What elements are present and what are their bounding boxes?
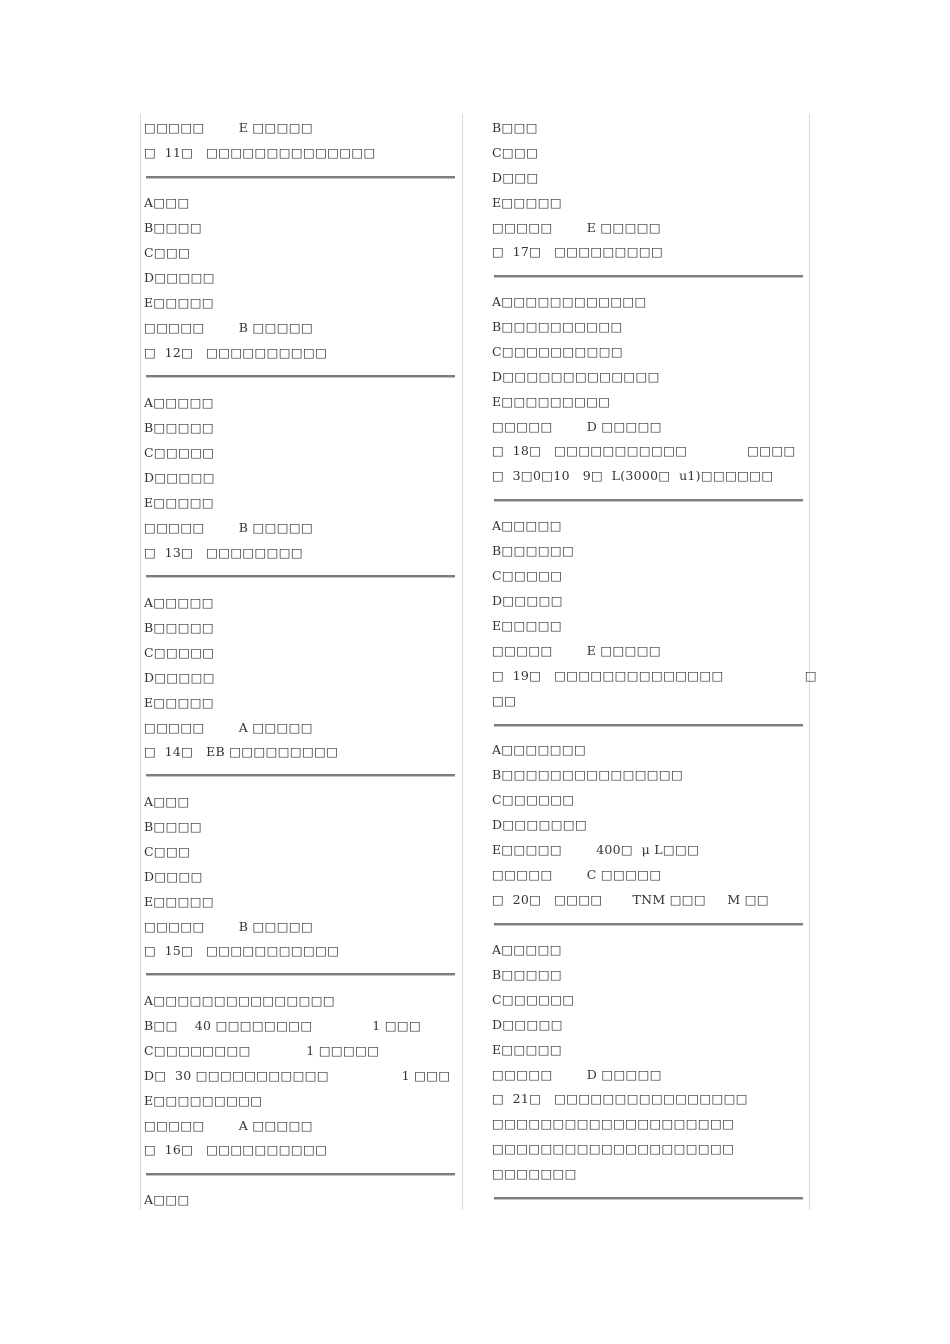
text-line: E□□□□□ — [492, 1042, 562, 1057]
text-line: □ 14□ EB □□□□□□□□□ — [144, 744, 339, 759]
text-line: □□□□□□□ — [492, 1166, 577, 1181]
text-line: D□□□ — [492, 170, 539, 185]
text-line: E□□□□□ — [144, 495, 214, 510]
text-line: B□□□ — [492, 120, 538, 135]
divider-rule — [494, 724, 803, 727]
text-line: C□□□□□ — [492, 568, 563, 583]
text-line: □□□□□ B □□□□□ — [144, 520, 314, 535]
text-line: A□□□ — [144, 1192, 190, 1207]
text-line: □□□□□ B □□□□□ — [144, 320, 314, 335]
text-line: C□□□ — [144, 245, 191, 260]
text-line: □ 13□ □□□□□□□□ — [144, 545, 303, 560]
text-line: B□□□□□□□□□□ — [492, 319, 623, 334]
text-line: □□□□□ A □□□□□ — [144, 720, 313, 735]
text-line: A□□□ — [144, 195, 190, 210]
text-line: C□□□ — [492, 145, 539, 160]
text-line: C□□□□□ — [144, 445, 215, 460]
text-line: C□□□□□□ — [492, 792, 575, 807]
text-line: E□□□□□ — [492, 195, 562, 210]
text-line: □ 12□ □□□□□□□□□□ — [144, 345, 328, 360]
text-line: □□□□□ E □□□□□ — [492, 643, 661, 658]
text-line: □ 19□ □□□□□□□□□□□□□□ □ — [492, 668, 817, 683]
text-line: □□□□□ D □□□□□ — [492, 419, 662, 434]
text-line: D□□□□ — [144, 869, 203, 884]
text-line: A□□□□□ — [492, 518, 562, 533]
text-line: □ 17□ □□□□□□□□□ — [492, 244, 664, 259]
text-line: A□□□□□ — [144, 395, 214, 410]
text-line: □□□□□ A □□□□□ — [144, 1118, 313, 1133]
divider-rule — [494, 275, 803, 278]
text-line: E□□□□□□□□□ — [144, 1093, 263, 1108]
text-line: D□□□□□ — [492, 1017, 563, 1032]
text-line: C□□□□□ — [144, 645, 215, 660]
text-line: □□□□□ C □□□□□ — [492, 867, 662, 882]
text-line: D□□□□□ — [144, 270, 215, 285]
divider-rule — [494, 1197, 803, 1200]
text-line: B□□□□□ — [492, 967, 563, 982]
divider-rule — [146, 973, 455, 976]
text-line: □□□□□□□□□□□□□□□□□□□□ — [492, 1116, 735, 1131]
text-line: B□□□□□□ — [492, 543, 575, 558]
divider-rule — [146, 575, 455, 578]
text-line: E□□□□□□□□□ — [492, 394, 611, 409]
text-line: C□□□□□□□□□□ — [492, 344, 623, 359]
divider-rule — [146, 1173, 455, 1176]
text-line: A□□□□□□□□□□□□□□□ — [144, 993, 335, 1008]
text-line: □□□□□ E □□□□□ — [144, 120, 313, 135]
text-line: □□□□□ D □□□□□ — [492, 1067, 662, 1082]
text-line: E□□□□□ — [144, 894, 214, 909]
text-line: A□□□□□ — [492, 942, 562, 957]
text-line: E□□□□□ — [492, 618, 562, 633]
text-line: B□□□□□ — [144, 420, 215, 435]
divider-rule — [494, 499, 803, 502]
divider-rule — [146, 774, 455, 777]
text-line: A□□□□□ — [144, 595, 214, 610]
text-line: □□□□□ B □□□□□ — [144, 919, 314, 934]
text-line: C□□□□□□□□ 1 □□□□□ — [144, 1043, 380, 1058]
text-line: C□□□ — [144, 844, 191, 859]
divider-rule — [494, 923, 803, 926]
text-line: □ 15□ □□□□□□□□□□□ — [144, 943, 340, 958]
text-line: □□□□□□□□□□□□□□□□□□□□ — [492, 1141, 735, 1156]
text-line: □ 3□0□10 9□ L(3000□ u1)□□□□□□ — [492, 468, 774, 483]
text-line: D□□□□□ — [144, 670, 215, 685]
text-line: B□□□□ — [144, 819, 202, 834]
text-line: A□□□□□□□ — [492, 742, 587, 757]
text-line: B□□□□□□□□□□□□□□□ — [492, 767, 684, 782]
text-line: □ 11□ □□□□□□□□□□□□□□ — [144, 145, 376, 160]
text-line: □□□□□ E □□□□□ — [492, 220, 661, 235]
text-line: □ 18□ □□□□□□□□□□□ □□□□ — [492, 443, 796, 458]
divider-rule — [146, 375, 455, 378]
text-line: E□□□□□ — [144, 695, 214, 710]
text-line: B□□□□□ — [144, 620, 215, 635]
text-line: A□□□ — [144, 794, 190, 809]
text-line: A□□□□□□□□□□□□ — [492, 294, 647, 309]
text-line: □ 20□ □□□□ TNM □□□ M □□ — [492, 892, 769, 907]
text-line: □□ — [492, 693, 517, 708]
text-line: D□ 30 □□□□□□□□□□□ 1 □□□ — [144, 1068, 451, 1083]
text-line: E□□□□□ — [144, 295, 214, 310]
text-line: □ 21□ □□□□□□□□□□□□□□□□ — [492, 1091, 748, 1106]
text-line: D□□□□□ — [492, 593, 563, 608]
text-line: E□□□□□ 400□ μ L□□□ — [492, 842, 700, 857]
text-line: B□□□□ — [144, 220, 202, 235]
text-line: D□□□□□□□□□□□□□ — [492, 369, 660, 384]
text-line: C□□□□□□ — [492, 992, 575, 1007]
text-line: B□□ 40 □□□□□□□□ 1 □□□ — [144, 1018, 422, 1033]
divider-rule — [146, 176, 455, 179]
text-line: □ 16□ □□□□□□□□□□ — [144, 1142, 328, 1157]
text-line: D□□□□□□□ — [492, 817, 588, 832]
text-line: D□□□□□ — [144, 470, 215, 485]
